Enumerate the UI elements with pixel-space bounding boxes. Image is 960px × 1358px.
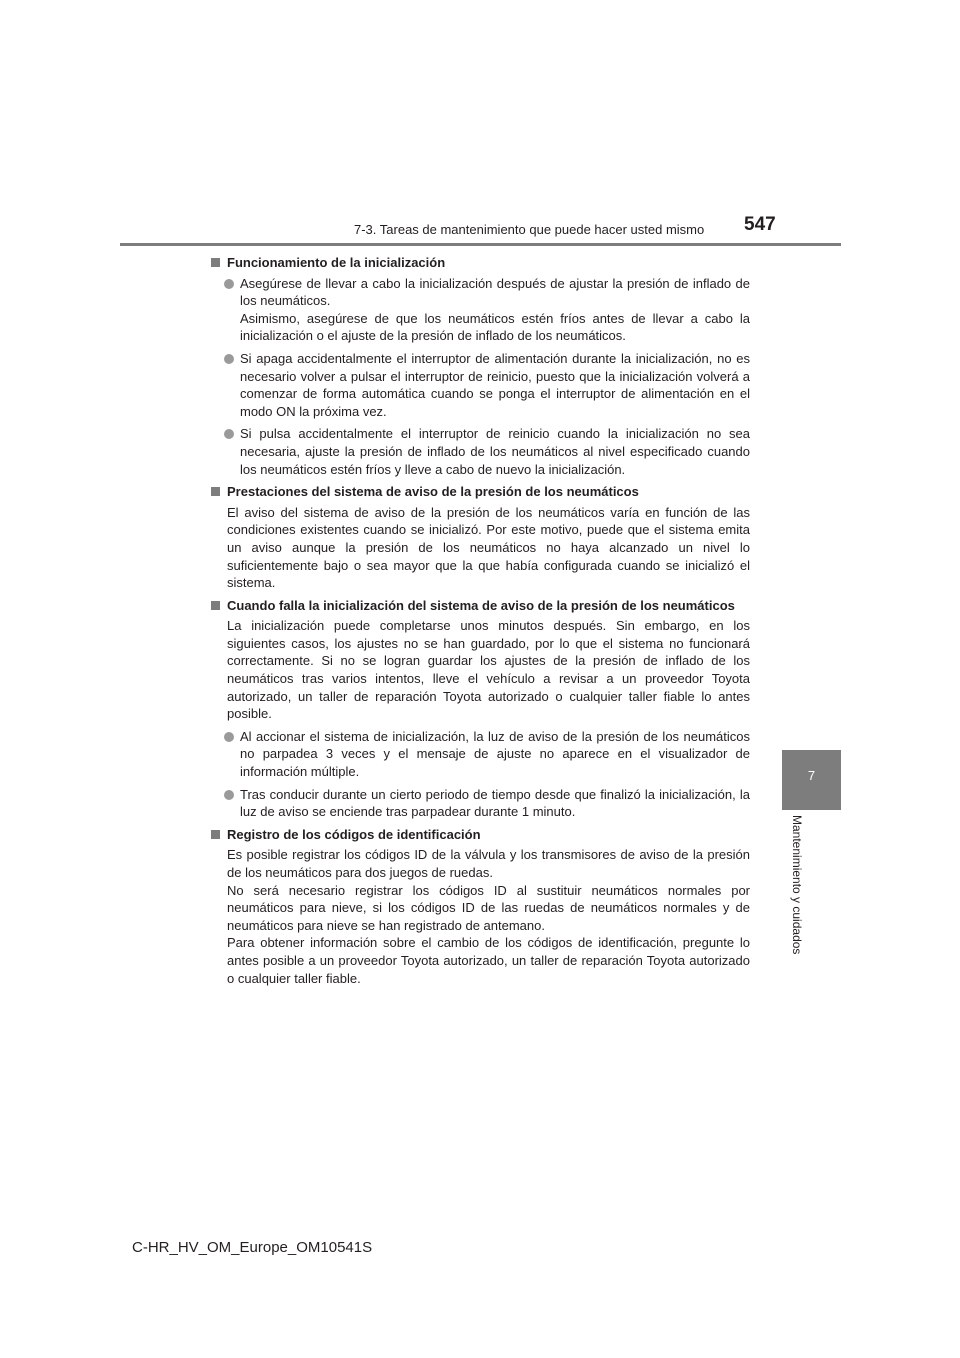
circle-bullet-icon xyxy=(224,790,234,800)
circle-bullet-icon xyxy=(224,429,234,439)
list-item: Si pulsa accidentalmente el interruptor de reinicio cuando la inicialización no sea necesaria, ajuste la presión de inflado de los neumáticos al nivel especificado cuando los neumáticos estén fríos y lleve a cabo de nuevo la inicialización. xyxy=(210,425,750,478)
section-heading: Registro de los códigos de identificación xyxy=(210,826,750,844)
page-number: 547 xyxy=(744,214,776,235)
chapter-number: 7 xyxy=(807,768,816,783)
section-title: 7-3. Tareas de mantenimiento que puede hacer usted mismo xyxy=(354,222,705,237)
section-initialization-failure xyxy=(210,597,750,821)
circle-bullet-icon xyxy=(224,354,234,364)
paragraph: No será necesario registrar los códigos ID al sustituir neumáticos normales por neumáticos para nieve, si los códigos ID de las ruedas de neumáticos normales y de neumáticos para nieve se han registrado de antemano. xyxy=(227,882,750,933)
paragraph: Es posible registrar los códigos ID de la válvula y los transmisores de aviso de la presión de los neumáticos para dos juegos de ruedas. xyxy=(227,847,750,880)
section-heading: Funcionamiento de la inicialización xyxy=(210,254,750,272)
square-bullet-icon xyxy=(211,830,220,839)
section-heading: Prestaciones del sistema de aviso de la presión de los neumáticos xyxy=(210,483,750,501)
circle-bullet-icon xyxy=(224,279,234,289)
list-item: Asegúrese de llevar a cabo la inicialización después de ajustar la presión de inflado de los neumáticos. Asimismo, asegúrese de que los neumáticos estén fríos antes de llevar a cabo la inicialización o el ajuste de la presión de inflado de los neumáticos. xyxy=(210,275,750,345)
list-item: Al accionar el sistema de inicialización, la luz de aviso de la presión de los neumáticos no parpadea 3 veces y el mensaje de ajuste no aparece en el visualizador de información múltiple. xyxy=(210,728,750,781)
main-content xyxy=(210,254,750,992)
section-heading: Cuando falla la inicialización del sistema de aviso de la presión de los neumáticos xyxy=(210,597,750,615)
paragraph: La inicialización puede completarse unos minutos después. Sin embargo, en los siguientes casos, los ajustes no se han guardado, por lo que el sistema no funcionará correctamente. Si no se logran guardar los ajustes de la presión de inflado de los neumáticos tras varios intentos, lleve el vehículo a revisar a un proveedor Toyota autorizado, un taller de reparación Toyota autorizado o cualquier taller fiable lo antes posible. xyxy=(227,618,750,722)
square-bullet-icon xyxy=(211,487,220,496)
chapter-label xyxy=(789,815,805,975)
list-item: Si apaga accidentalmente el interruptor de alimentación durante la inicialización, no es necesario volver a pulsar el interruptor de reinicio, puesto que la inicialización volverá a comenzar de forma automática cuando se ponga el interruptor de alimentación en el modo ON la próxima vez. xyxy=(210,350,750,420)
chapter-tab xyxy=(782,750,841,810)
document-code: C-HR_HV_OM_Europe_OM10541S xyxy=(132,1239,373,1256)
section-system-performance xyxy=(210,483,750,592)
section-id-code-registration xyxy=(210,826,750,987)
chapter-label-text: Mantenimiento y cuidados xyxy=(790,815,804,955)
section-initialization-operation xyxy=(210,254,750,478)
square-bullet-icon xyxy=(211,601,220,610)
list-item: Tras conducir durante un cierto periodo de tiempo desde que finalizó la inicialización, la luz de aviso se enciende tras parpadear durante 1 minuto. xyxy=(210,786,750,821)
paragraph: El aviso del sistema de aviso de la presión de los neumáticos varía en función de las condiciones existentes cuando se inicializó. Por este motivo, puede que el sistema emita un aviso aunque la presión de los neumáticos no haya alcanzado un nivel lo suficientemente bajo o sea mayor que la que había configurada cuando se inicializó el sistema. xyxy=(227,504,750,591)
header-divider xyxy=(120,243,841,246)
square-bullet-icon xyxy=(211,258,220,267)
paragraph: Para obtener información sobre el cambio de los códigos de identificación, pregunte lo antes posible a un proveedor Toyota autorizado, un taller de reparación Toyota autorizado o cualquier taller fiable. xyxy=(227,935,750,986)
circle-bullet-icon xyxy=(224,732,234,742)
